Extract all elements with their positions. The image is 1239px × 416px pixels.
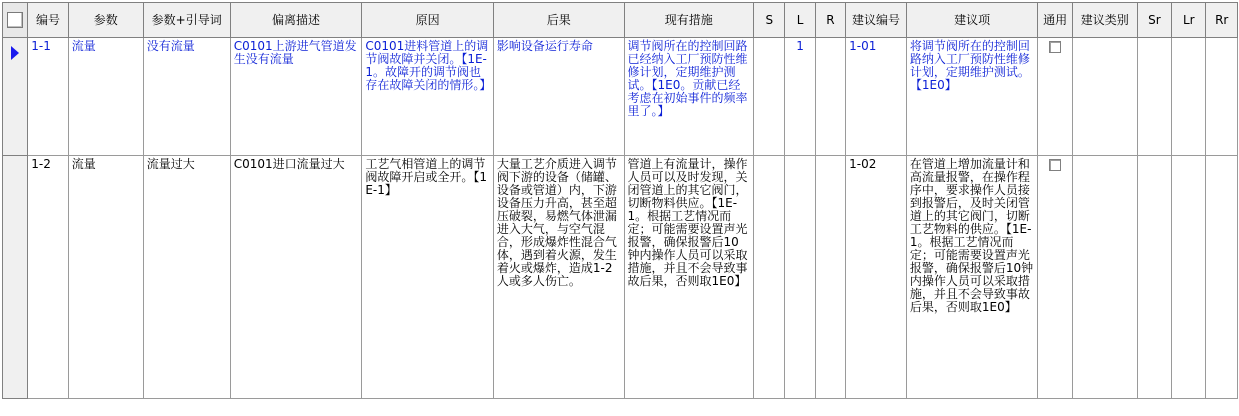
cell-measures[interactable]: 调节阀所在的控制回路已经纳入工厂预防性维修计划，定期维护测试。【1E0。贡献已经考虑在初始事件的频率里了。】 bbox=[624, 38, 754, 156]
cell-consequence[interactable]: 影响设备运行寿命 bbox=[493, 38, 624, 156]
col-header-guide[interactable]: 参数+引导词 bbox=[143, 3, 230, 38]
col-header-category[interactable]: 建议类别 bbox=[1072, 3, 1137, 38]
cell-cause[interactable]: C0101进料管道上的调节阀故障并关闭。【1E-1。故障开的调节阀也存在故障关闭的情形。】 bbox=[362, 38, 494, 156]
col-header-measures[interactable]: 现有措施 bbox=[624, 3, 754, 38]
cell-measures[interactable]: 管道上有流量计，操作人员可以及时发现，关闭管道上的其它阀门，切断物料供应。【1E-1。根据工艺情况而定；可能需要设置声光报警，确保报警后10钟内操作人员可以采取措施，并且不会导致事故后果，否则取1E0】 bbox=[624, 156, 754, 399]
col-header-rr[interactable]: Rr bbox=[1206, 3, 1238, 38]
cell-rec-no[interactable]: 1-02 bbox=[846, 156, 907, 399]
cell-param[interactable]: 流量 bbox=[68, 156, 143, 399]
cell-s[interactable] bbox=[754, 156, 785, 399]
cell-rec-no[interactable]: 1-01 bbox=[846, 38, 907, 156]
select-all-box[interactable] bbox=[7, 12, 23, 28]
cell-consequence[interactable]: 大量工艺介质进入调节阀下游的设备（储罐、设备或管道）内，下游设备压力升高，甚至超压破裂，易燃气体泄漏进入大气，与空气混合，形成爆炸性混合气体，遇到着火源，发生着火或爆炸，造成1-2人或多人伤亡。 bbox=[493, 156, 624, 399]
col-header-rec-no[interactable]: 建议编号 bbox=[846, 3, 907, 38]
cell-param[interactable]: 流量 bbox=[68, 38, 143, 156]
general-checkbox[interactable] bbox=[1049, 159, 1061, 171]
col-header-rec[interactable]: 建议项 bbox=[906, 3, 1038, 38]
cell-sr[interactable] bbox=[1137, 38, 1171, 156]
col-header-consequence[interactable]: 后果 bbox=[493, 3, 624, 38]
col-header-param[interactable]: 参数 bbox=[68, 3, 143, 38]
cell-rr[interactable] bbox=[1206, 156, 1238, 399]
col-header-sr[interactable]: Sr bbox=[1137, 3, 1171, 38]
cell-l[interactable] bbox=[785, 156, 815, 399]
cell-s[interactable] bbox=[754, 38, 785, 156]
cell-rec[interactable]: 在管道上增加流量计和高流量报警，在操作程序中，要求操作人员接到报警后，及时关闭管道上的其它阀门，切断工艺物料的供应。【1E-1。根据工艺情况而定；可能需要设置声光报警，确保报警后10钟内操作人员可以采取措施，并且不会导致事故后果，否则取1E0】 bbox=[906, 156, 1038, 399]
cell-category[interactable] bbox=[1072, 156, 1137, 399]
header-row bbox=[3, 3, 1238, 38]
cell-category[interactable] bbox=[1072, 38, 1137, 156]
cell-r[interactable] bbox=[815, 156, 845, 399]
cell-lr[interactable] bbox=[1172, 38, 1206, 156]
cell-guide[interactable]: 没有流量 bbox=[143, 38, 230, 156]
hazop-table bbox=[2, 2, 1238, 399]
cell-general[interactable] bbox=[1038, 156, 1072, 399]
col-header-s[interactable]: S bbox=[754, 3, 785, 38]
col-header-general[interactable]: 通用 bbox=[1038, 3, 1072, 38]
cell-general[interactable] bbox=[1038, 38, 1072, 156]
cell-lr[interactable] bbox=[1172, 156, 1206, 399]
cell-id[interactable]: 1-1 bbox=[28, 38, 68, 156]
cell-id[interactable]: 1-2 bbox=[28, 156, 68, 399]
cell-deviation[interactable]: C0101上游进气管道发生没有流量 bbox=[230, 38, 362, 156]
table-row[interactable] bbox=[3, 38, 1238, 156]
col-header-id[interactable]: 编号 bbox=[28, 3, 68, 38]
general-checkbox[interactable] bbox=[1049, 41, 1061, 53]
col-header-cause[interactable]: 原因 bbox=[362, 3, 494, 38]
select-all-corner[interactable] bbox=[3, 3, 28, 38]
cell-rec[interactable]: 将调节阀所在的控制回路纳入工厂预防性维修计划，定期维护测试。【1E0】 bbox=[906, 38, 1038, 156]
col-header-lr[interactable]: Lr bbox=[1172, 3, 1206, 38]
cell-guide[interactable]: 流量过大 bbox=[143, 156, 230, 399]
cell-sr[interactable] bbox=[1137, 156, 1171, 399]
table-row[interactable] bbox=[3, 156, 1238, 399]
cell-l[interactable]: 1 bbox=[785, 38, 815, 156]
current-row-arrow-icon bbox=[11, 46, 19, 60]
cell-deviation[interactable]: C0101进口流量过大 bbox=[230, 156, 362, 399]
row-indicator[interactable] bbox=[3, 156, 28, 399]
col-header-deviation[interactable]: 偏离描述 bbox=[230, 3, 362, 38]
cell-rr[interactable] bbox=[1206, 38, 1238, 156]
col-header-l[interactable]: L bbox=[785, 3, 815, 38]
cell-r[interactable] bbox=[815, 38, 845, 156]
cell-cause[interactable]: 工艺气相管道上的调节阀故障开启或全开。【1E-1】 bbox=[362, 156, 494, 399]
col-header-r[interactable]: R bbox=[815, 3, 845, 38]
row-indicator[interactable] bbox=[3, 38, 28, 156]
